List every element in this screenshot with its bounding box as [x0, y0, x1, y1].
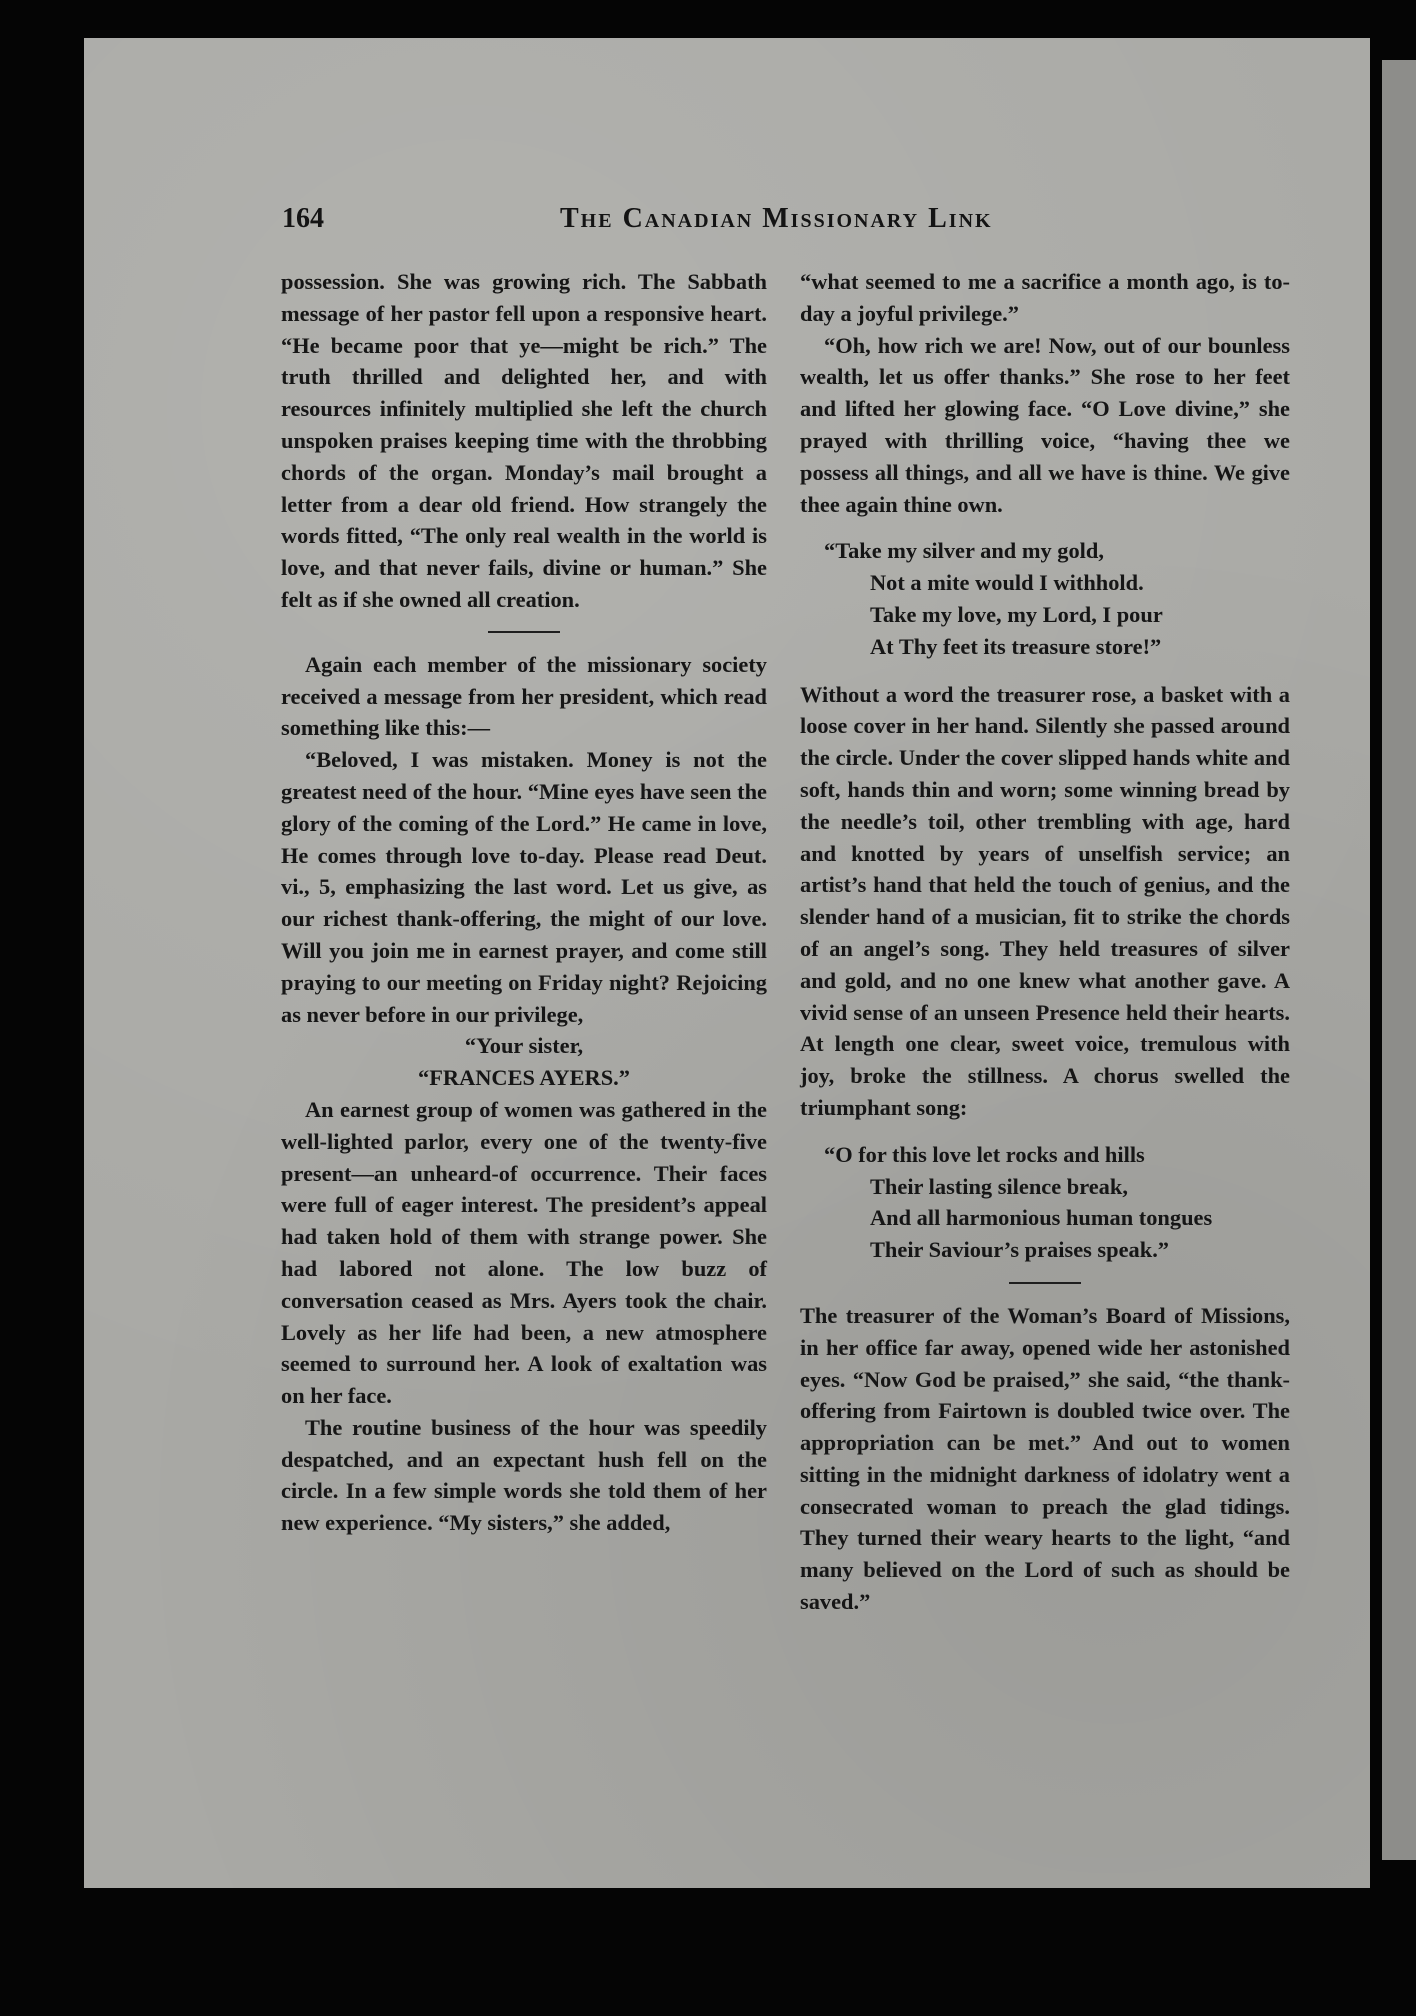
section-divider — [1009, 1282, 1081, 1284]
letter-closing: “Your sister, — [464, 1033, 584, 1059]
letter-paragraph: “Beloved, I was mistaken. Money is not the greatest need of the hour. “Mine eyes have seen the glory of the coming of the Lord.” He came in love, He comes through love to-day. Please read Deut. vi., 5, emphasizing the last word. Let us give, as our richest thank-offering, the might of our love. Will you join me in earnest prayer, and come still praying to our meeting on Friday night? Rejoicing as never before in our privilege, — [281, 747, 767, 1027]
verse-line: “Take my silver and my gold, — [824, 538, 1104, 564]
verse-line: Take my love, my Lord, I pour — [870, 601, 1163, 627]
paragraph: Again each member of the missionary society received a message from her president, which read something like this:— — [281, 651, 767, 741]
page-number: 164 — [282, 203, 324, 234]
verse-line: Their Saviour’s praises speak.” — [870, 1237, 1169, 1263]
section-divider — [488, 631, 560, 633]
letter-signature: “FRANCES AYERS.” — [418, 1065, 630, 1091]
hymn-verse — [800, 535, 1290, 662]
paragraph: possession. She was growing rich. The Sabbath message of her pastor fell upon a responsive heart. “He became poor that ye—might be rich.” The truth thrilled and delighted her, and with resources infinitely multiplied she left the church unspoken praises keeping time with the throbbing chords of the organ. Monday’s mail brought a letter from a dear old friend. How strangely the words fitted, “The only real wealth in the world is love, and that never fails, divine or human.” She felt as if she owned all creation. — [281, 269, 767, 612]
paragraph: The routine business of the hour was speedily despatched, and an expectant hush fell on the circle. In a few simple words she told them of her new experience. “My sisters,” she added, — [281, 1414, 767, 1536]
paragraph: “what seemed to me a sacrifice a month ago, is to-day a joyful privilege.” — [800, 269, 1290, 326]
verse-line: And all harmonious human tongues — [870, 1205, 1213, 1231]
verse-line: Their lasting silence break, — [870, 1173, 1128, 1199]
paragraph: An earnest group of women was gathered in the well-lighted parlor, every one of the twenty-five present—an unheard-of occurrence. Their faces were full of eager interest. The president’s appeal had taken hold of them with strange power. She had labored not alone. The low buzz of conversation ceased as Mrs. Ayers took the chair. Lovely as her life had been, a new atmosphere seemed to surround her. A look of exaltation was on her face. — [281, 1096, 767, 1409]
verse-line: At Thy feet its treasure store!” — [870, 633, 1162, 659]
verse-line: “O for this love let rocks and hills — [824, 1141, 1145, 1167]
right-column — [800, 266, 1290, 1618]
running-title: The Canadian Missionary Link — [560, 203, 993, 234]
hymn-verse — [800, 1139, 1290, 1266]
paragraph: The treasurer of the Woman’s Board of Missions, in her office far away, opened wide her astonished eyes. “Now God be praised,” she said, “the thank-offering from Fairtown is doubled twice over. The appropriation can be met.” And out to women sitting in the midnight darkness of idolatry went a consecrated woman to preach the glad tidings. They turned their weary hearts to the light, “and many believed on the Lord of such as should be saved.” — [800, 1302, 1290, 1615]
paragraph: “Oh, how rich we are! Now, out of our bounless wealth, let us offer thanks.” She rose to her feet and lifted her glowing face. “O Love divine,” she prayed with thrilling voice, “having thee we possess all things, and all we have is thine. We give thee again thine own. — [800, 332, 1290, 517]
next-page-edge — [1382, 60, 1416, 1860]
verse-line: Not a mite would I withhold. — [870, 570, 1144, 596]
paragraph: Without a word the treasurer rose, a basket with a loose cover in her hand. Silently she passed around the circle. Under the cover slipped hands white and soft, hands thin and worn; some winning bread by the needle’s toil, other trembling with age, hard and knotted by years of unselfish service; an artist’s hand that held the touch of genius, and the slender hand of a musician, fit to strike the chords of an angel’s song. They held treasures of silver and gold, and no one knew what another gave. A vivid sense of an unseen Presence held their hearts. At length one clear, sweet voice, tremulous with joy, broke the stillness. A chorus swelled the triumphant song: — [800, 681, 1290, 1120]
left-column — [281, 266, 767, 1539]
